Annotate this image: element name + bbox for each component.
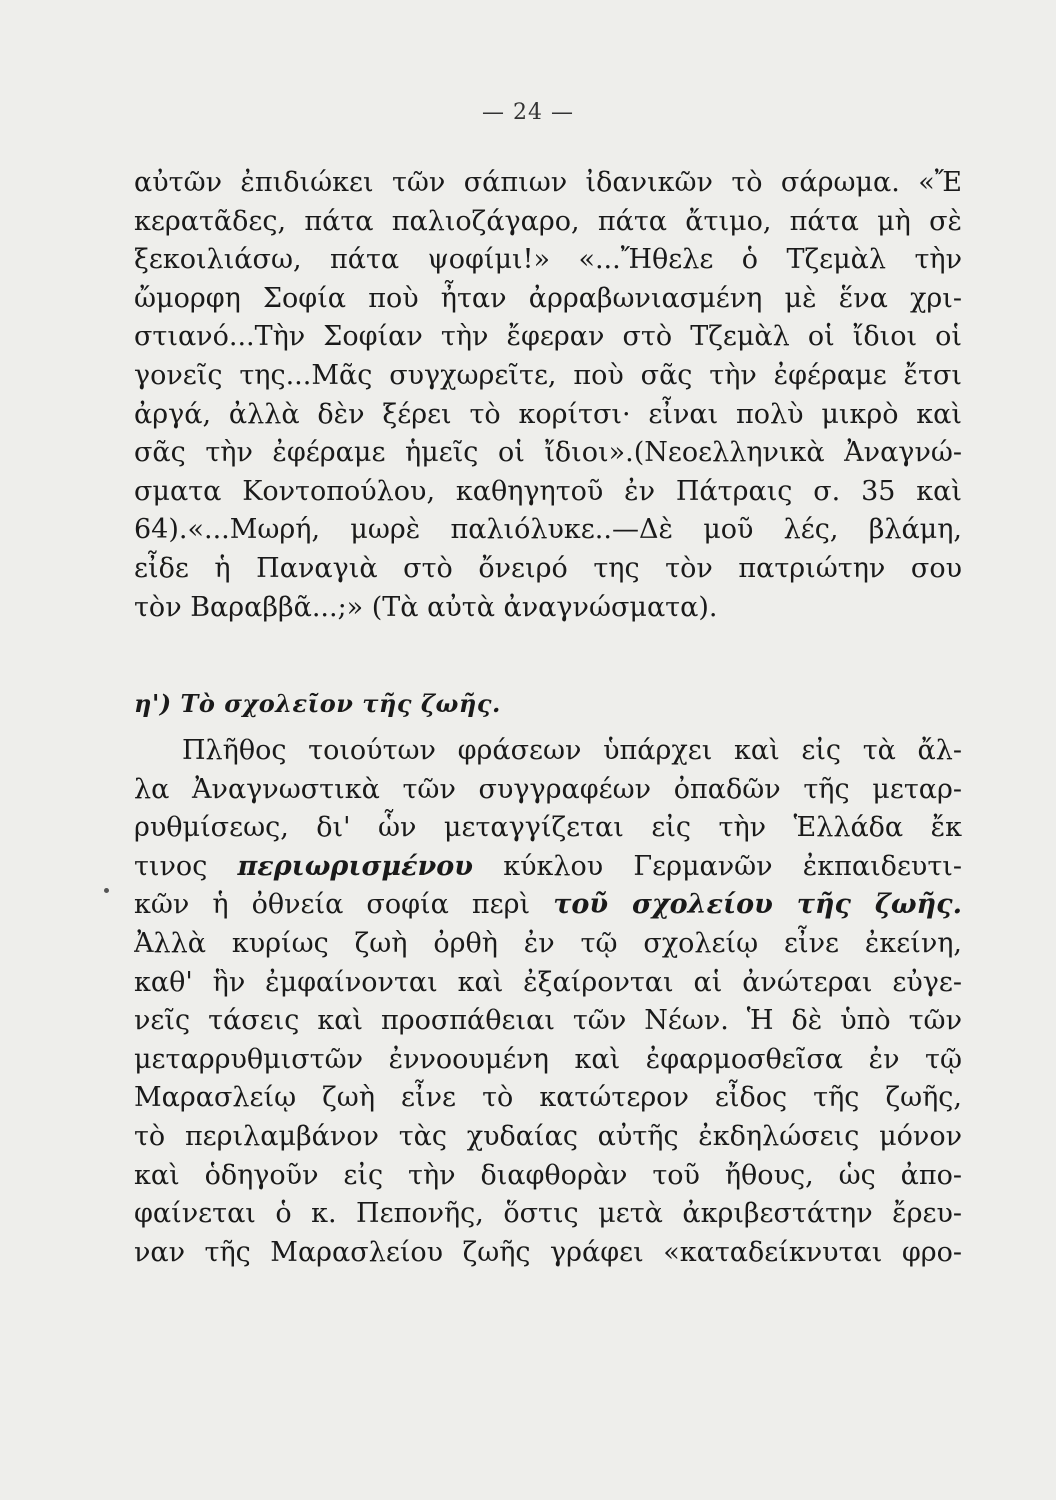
text-line: κερατᾶδες, πάτα παλιοζάγαρο, πάτα ἄτιμο, πάτα μὴ σὲ — [134, 205, 962, 237]
emphasized-term: περιωρισμένου — [237, 850, 474, 882]
text-line: μεταρρυθμιστῶν ἐννοουμένη καὶ ἐφαρμοσθεῖσα ἐν τῷ — [134, 1043, 962, 1075]
text-line: γονεῖς της...Μᾶς συγχωρεῖτε, ποὺ σᾶς τὴν ἐφέραμε ἔτσι — [134, 359, 962, 391]
text-line: σματα Κοντοπούλου, καθηγητοῦ ἐν Πάτραις σ. 35 καὶ — [134, 475, 962, 507]
text-line: λα Ἀναγνωστικὰ τῶν συγγραφέων ὀπαδῶν τῆς μεταρ- — [134, 773, 962, 805]
text-line: καθ' ἣν ἐμφαίνονται καὶ ἐξαίρονται αἱ ἀνώτεραι εὐγε- — [134, 966, 962, 998]
text-line: Μαρασλείῳ ζωὴ εἶνε τὸ κατώτερον εἶδος τῆς ζωῆς, — [134, 1082, 962, 1114]
text-line: Ἀλλὰ κυρίως ζωὴ ὀρθὴ ἐν τῷ σχολείῳ εἶνε ἐκείνη, — [134, 927, 962, 959]
text-line: τὸ περιλαμβάνον τὰς χυδαίας αὐτῆς ἐκδηλώσεις μόνον — [134, 1120, 962, 1152]
margin-mark — [104, 888, 109, 893]
body-paragraph — [134, 732, 962, 1272]
text-fragment: τινος — [134, 850, 238, 882]
quoted-passage-paragraph — [134, 164, 962, 627]
text-line: ὤμορφη Σοφία ποὺ ἦταν ἀρραβωνιασμένη μὲ ἕνα χρι- — [134, 282, 962, 314]
emphasized-term: τοῦ σχολείου τῆς ζωῆς. — [553, 889, 962, 921]
text-fragment: κύκλου Γερμανῶν ἐκπαιδευτι- — [473, 850, 962, 882]
text-line — [134, 848, 962, 887]
text-line: εἶδε ἡ Παναγιὰ στὸ ὄνειρό της τὸν πατριώτην σου — [134, 552, 962, 584]
page-number: — 24 — — [482, 100, 574, 125]
text-line: ἀργά, ἀλλὰ δὲν ξέρει τὸ κορίτσι· εἶναι πολὺ μικρὸ καὶ — [134, 398, 962, 430]
text-line: φαίνεται ὁ κ. Πεπονῆς, ὅστις μετὰ ἀκριβεστάτην ἔρευ- — [134, 1198, 962, 1230]
text-line: τὸν Βαραββᾶ...;» (Τὰ αὐτὰ ἀναγνώσματα). — [134, 591, 718, 623]
text-fragment: κῶν ἡ ὀθνεία σοφία περὶ — [134, 889, 554, 921]
text-line: νεῖς τάσεις καὶ προσπάθειαι τῶν Νέων. Ἡ δὲ ὑπὸ τῶν — [134, 1005, 962, 1037]
section-heading: η') Τὸ σχολεῖον τῆς ζωῆς. — [134, 689, 501, 718]
text-line: ναν τῆς Μαρασλείου ζωῆς γράφει «καταδείκνυται φρο- — [134, 1236, 962, 1268]
text-line — [134, 886, 962, 925]
text-line: Πλῆθος τοιούτων φράσεων ὑπάρχει καὶ εἰς τὰ ἄλ- — [182, 735, 962, 766]
text-line: ρυθμίσεως, δι' ὧν μεταγγίζεται εἰς τὴν Ἑλλάδα ἔκ — [134, 812, 962, 844]
text-line: αὐτῶν ἐπιδιώκει τῶν σάπιων ἰδανικῶν τὸ σάρωμα. «Ἔ — [134, 167, 962, 198]
text-line: 64).«...Μωρή, μωρὲ παλιόλυκε..—Δὲ μοῦ λές, βλάμη, — [134, 514, 962, 546]
text-line: στιανό...Τὴν Σοφίαν τὴν ἔφεραν στὸ Τζεμὰλ οἱ ἴδιοι οἱ — [134, 321, 962, 353]
text-line: ξεκοιλιάσω, πάτα ψοφίμι!» «...Ἤθελε ὁ Τζεμὰλ τὴν — [134, 244, 962, 276]
text-line: καὶ ὁδηγοῦν εἰς τὴν διαφθορὰν τοῦ ἤθους, ὡς ἀπο- — [134, 1159, 962, 1191]
text-line: σᾶς τὴν ἐφέραμε ἡμεῖς οἱ ἴδιοι».(Νεοελληνικὰ Ἀναγνώ- — [134, 437, 962, 469]
